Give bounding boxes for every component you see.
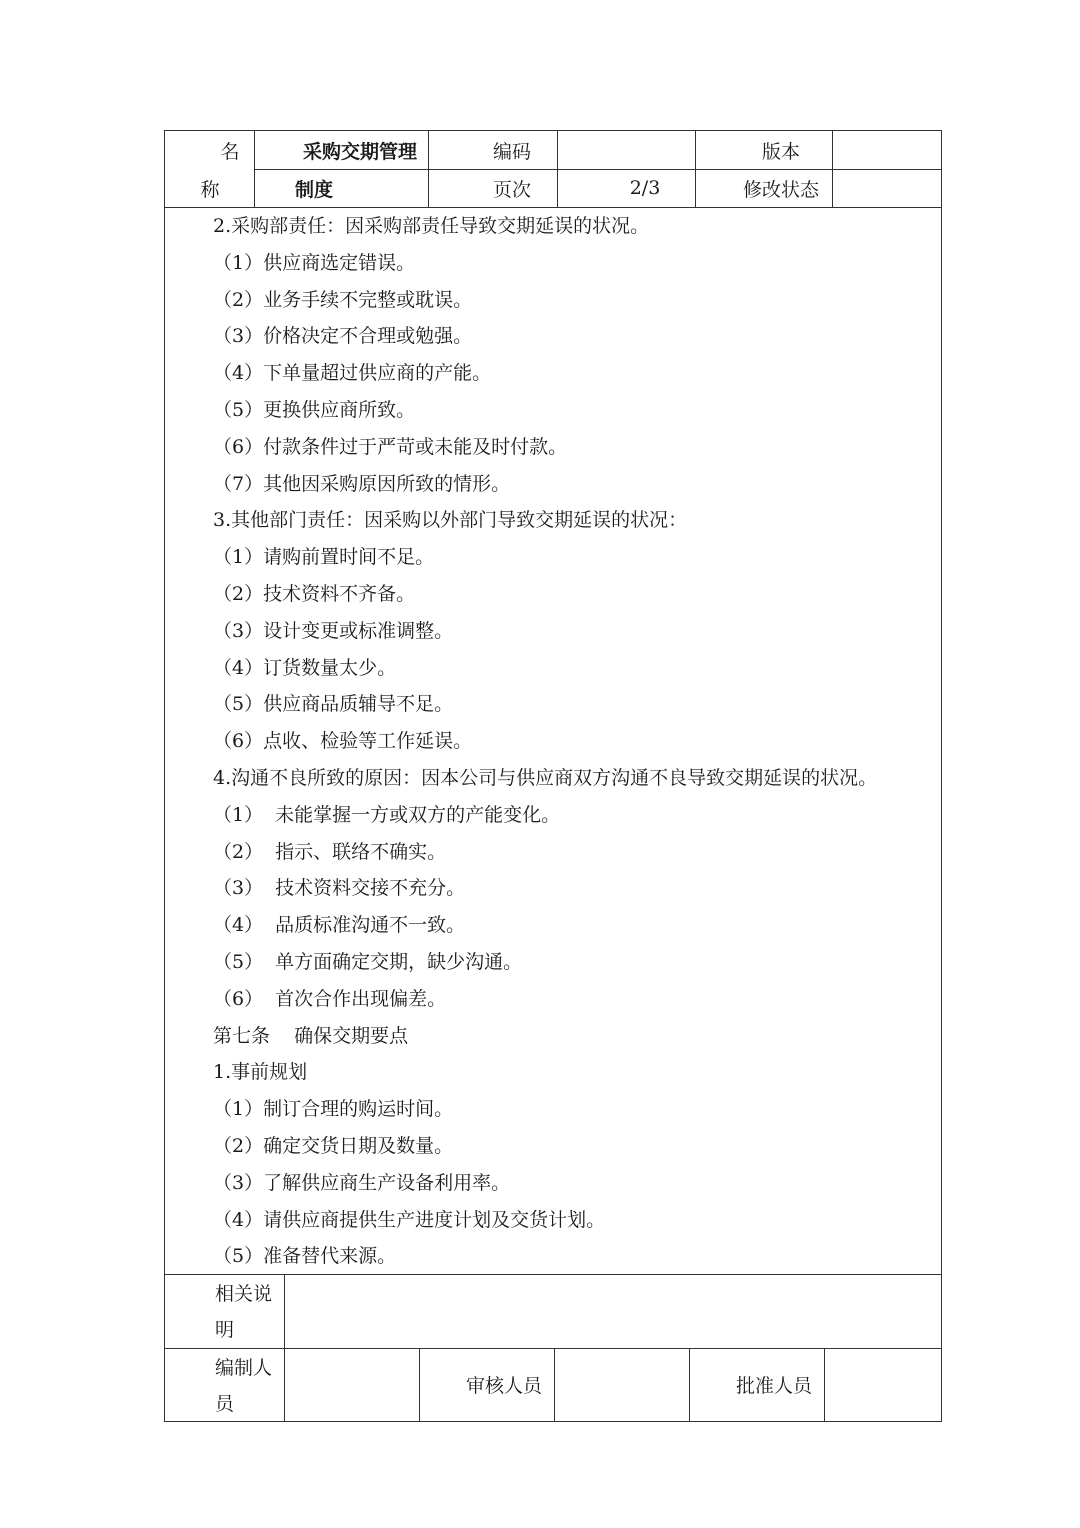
editor-value [284, 1348, 419, 1421]
body-line: （4） 品质标准沟通不一致。 [213, 914, 466, 937]
body-line: （7）其他因采购原因所致的情形。 [213, 472, 511, 495]
notes-label: 相关说 [215, 1283, 273, 1305]
header-bottom-border [165, 207, 941, 208]
name-label: 名 [220, 140, 240, 163]
body-line: 1.事前规划 [213, 1061, 308, 1084]
body-line: （4）请供应商提供生产进度计划及交货计划。 [213, 1208, 606, 1231]
body-line: （5）准备替代来源。 [213, 1245, 397, 1268]
code-value [557, 131, 695, 169]
approver-value [824, 1348, 941, 1421]
body-line: （4）下单量超过供应商的产能。 [213, 362, 492, 385]
page-label: 页次 [493, 178, 532, 201]
body-line: （1）请购前置时间不足。 [213, 546, 435, 569]
body-line: 2.采购部责任：因采购部责任导致交期延误的状况。 [213, 215, 650, 237]
body-line: （5）更换供应商所致。 [213, 399, 416, 421]
page-value: 2/3 [629, 177, 661, 199]
body-line: （1）制订合理的购运时间。 [213, 1098, 454, 1121]
body-line: （2） 指示、联络不确实。 [213, 840, 447, 863]
body-line: （3）价格决定不合理或勉强。 [213, 325, 473, 348]
version-value [832, 131, 941, 169]
name-label-cont: 称 [200, 178, 220, 201]
header-col-divider [254, 131, 255, 207]
body-line: （3）了解供应商生产设备利用率。 [213, 1171, 511, 1194]
body-line: （5） 单方面确定交期，缺少沟通。 [213, 951, 523, 973]
body-line: （6） 首次合作出现偏差。 [213, 987, 447, 1010]
body-line: （3）设计变更或标准调整。 [213, 619, 454, 642]
editor-label-cont: 员 [215, 1393, 235, 1415]
code-label: 编码 [493, 140, 532, 163]
body-line: （6）点收、检验等工作延误。 [213, 730, 473, 753]
editor-label: 编制人 [215, 1357, 273, 1379]
body-line: （6）付款条件过于严苛或未能及时付款。 [213, 435, 568, 458]
document-title: 采购交期管理 [302, 140, 417, 163]
version-label: 版本 [762, 140, 801, 163]
notes-value [284, 1274, 941, 1348]
document-table [164, 130, 942, 1422]
body-line: （3） 技术资料交接不充分。 [213, 877, 466, 900]
revision-value [832, 169, 941, 207]
body-line: （1）供应商选定错误。 [213, 251, 416, 274]
body-line: （1） 未能掌握一方或双方的产能变化。 [213, 803, 561, 826]
approver-label: 批准人员 [735, 1375, 812, 1397]
reviewer-label: 审核人员 [465, 1375, 542, 1397]
body-line: （5）供应商品质辅导不足。 [213, 693, 454, 716]
document-title-cont: 制度 [295, 178, 334, 201]
body-line: （2）确定交货日期及数量。 [213, 1135, 454, 1157]
revision-label: 修改状态 [743, 178, 820, 201]
reviewer-value [554, 1348, 689, 1421]
notes-label-cont: 明 [215, 1319, 235, 1341]
body-line: （2）技术资料不齐备。 [213, 583, 416, 605]
body-line: 4.沟通不良所致的原因：因本公司与供应商双方沟通不良导致交期延误的状况。 [213, 767, 878, 789]
body-line: （4）订货数量太少。 [213, 656, 397, 679]
body-line: （2）业务手续不完整或耽误。 [213, 288, 473, 311]
body-line: 3.其他部门责任：因采购以外部门导致交期延误的状况： [213, 509, 688, 532]
body-line: 第七条 确保交期要点 [213, 1024, 409, 1047]
